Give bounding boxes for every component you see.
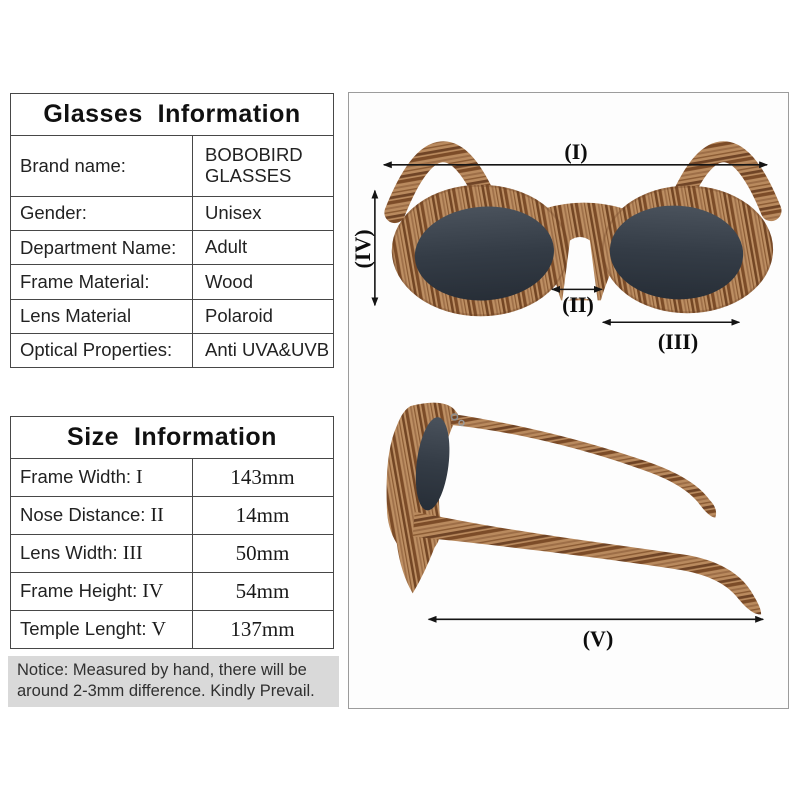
- label-nose-distance: (II): [562, 292, 594, 317]
- measurement-figure-panel: [348, 92, 789, 709]
- roman-numeral: V: [151, 618, 166, 640]
- size-info-title: Size Information: [11, 417, 334, 459]
- size-label-lens-width: Lens Width: III: [11, 535, 193, 573]
- size-value-nose-distance: 14mm: [193, 497, 334, 535]
- spec-value-optical: Anti UVA&UVB: [193, 333, 334, 367]
- spec-value-frame-material: Wood: [193, 265, 334, 299]
- roman-numeral: II: [150, 504, 164, 526]
- roman-numeral: III: [122, 542, 143, 564]
- size-value-frame-height: 54mm: [193, 573, 334, 611]
- size-label-nose-distance: Nose Distance: II: [11, 497, 193, 535]
- table-row: [11, 611, 334, 649]
- table-row: [11, 333, 334, 367]
- size-label-temple-length: Temple Lenght: V: [11, 611, 193, 649]
- label-frame-height: (IV): [350, 229, 375, 269]
- spec-label-department: Department Name:: [11, 231, 193, 265]
- table-row: [11, 497, 334, 535]
- spec-label-gender: Gender:: [11, 196, 193, 230]
- table-row: [11, 196, 334, 230]
- spec-value-lens-material: Polaroid: [193, 299, 334, 333]
- size-value-frame-width: 143mm: [193, 459, 334, 497]
- spec-value-brand: BOBOBIRD GLASSES: [193, 136, 334, 197]
- size-information-table: [10, 416, 334, 649]
- spec-label-frame-material: Frame Material:: [11, 265, 193, 299]
- size-label-frame-height: Frame Height: IV: [11, 573, 193, 611]
- upper-temple: [451, 414, 717, 518]
- table-row: [11, 299, 334, 333]
- glasses-information-table: [10, 93, 334, 368]
- roman-numeral: IV: [142, 580, 164, 602]
- spec-label-lens-material: Lens Material: [11, 299, 193, 333]
- table-row: [11, 265, 334, 299]
- size-value-temple-length: 137mm: [193, 611, 334, 649]
- size-label-frame-width: Frame Width: I: [11, 459, 193, 497]
- glasses-info-title: Glasses Information: [11, 94, 334, 136]
- sunglasses-figure: [349, 93, 788, 708]
- size-value-lens-width: 50mm: [193, 535, 334, 573]
- spec-label-brand: Brand name:: [11, 136, 193, 197]
- notice-banner: Notice: Measured by hand, there will be around 2-3mm difference. Kindly Prevail.: [8, 656, 339, 707]
- table-row: [11, 535, 334, 573]
- label-lens-width: (III): [657, 329, 699, 354]
- label-frame-width: (I): [564, 139, 588, 164]
- spec-value-gender: Unisex: [193, 196, 334, 230]
- table-row: [11, 573, 334, 611]
- spec-value-department: Adult: [193, 231, 334, 265]
- table-row: [11, 459, 334, 497]
- label-temple-length: (V): [582, 626, 614, 651]
- spec-label-optical: Optical Properties:: [11, 333, 193, 367]
- table-row: [11, 231, 334, 265]
- lower-temple: [413, 512, 761, 615]
- side-view-photo: [387, 403, 762, 615]
- roman-numeral: I: [136, 466, 143, 488]
- table-row: [11, 136, 334, 197]
